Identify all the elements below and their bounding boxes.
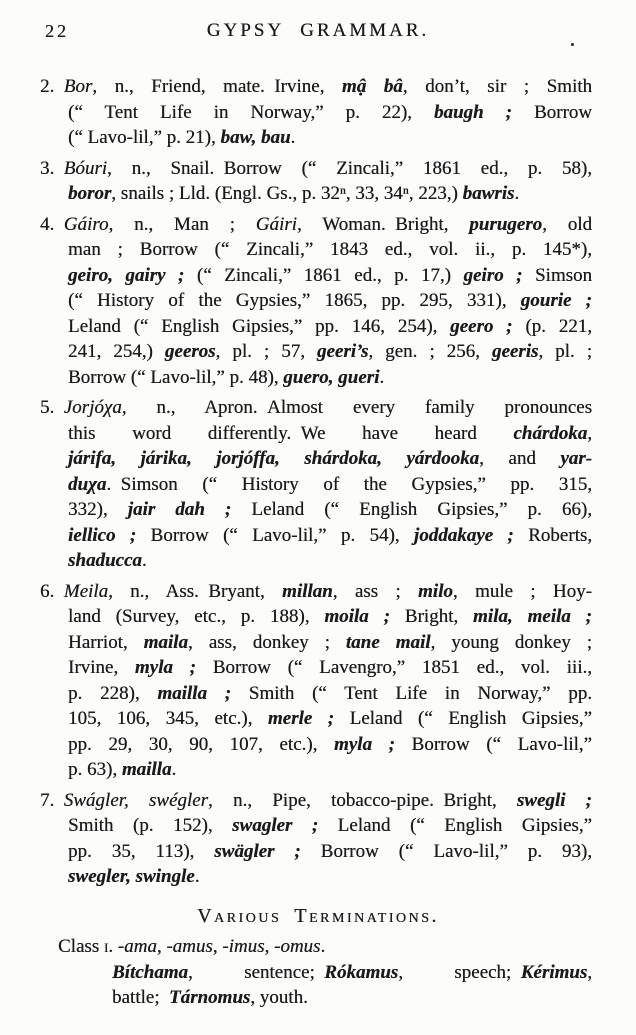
text-segment: Bítchama xyxy=(112,961,189,983)
text-segment: , young donkey ; xyxy=(430,631,592,653)
text-segment: p. 228), xyxy=(68,682,158,704)
text-segment: bawris xyxy=(462,183,515,204)
text-segment: battle; xyxy=(112,987,169,1008)
entry-number: 7. xyxy=(40,789,64,811)
entry-number: 6. xyxy=(40,580,64,602)
text-segment: , old xyxy=(542,213,592,235)
entry-number: 3. xyxy=(40,157,64,179)
entry-line xyxy=(68,125,592,151)
text-segment: tane mail xyxy=(345,631,431,653)
text-segment: moila ; xyxy=(324,606,390,627)
class-line xyxy=(58,934,592,960)
text-segment: , n., Pipe, tobacco-pipe. Bright, xyxy=(208,789,517,811)
text-segment: iellico ; xyxy=(68,524,137,546)
text-segment: man ; Borrow (“ Zincali,” 1843 ed., vol. ii., p. 145*), xyxy=(68,239,592,260)
text-segment: , pl. ; 57, xyxy=(215,341,317,362)
text-segment: mailla xyxy=(121,759,172,780)
text-segment: mailla ; xyxy=(157,682,232,704)
text-segment: , don’t, sir ; Smith xyxy=(402,76,592,97)
text-segment: Rókamus xyxy=(324,961,399,983)
text-segment: p. 63), xyxy=(68,759,122,780)
text-segment: baw, bau xyxy=(220,127,291,148)
ink-speck-artifact xyxy=(571,43,574,46)
text-segment: (p. 221, xyxy=(512,315,592,337)
text-segment: land (Survey, etc., p. 188), xyxy=(68,606,325,627)
text-segment: Class xyxy=(58,936,104,957)
text-segment: Leland (“ English Gipsies,” xyxy=(334,708,592,729)
example-line xyxy=(112,985,592,1011)
text-segment: Borrow xyxy=(511,101,592,123)
text-segment: . xyxy=(290,127,296,148)
entry-line xyxy=(68,237,592,263)
entry-line xyxy=(68,314,592,340)
text-segment: Bright, xyxy=(389,606,474,627)
dictionary-entry xyxy=(40,156,592,207)
text-segment: mila, meila ; xyxy=(473,606,592,627)
text-segment: maila xyxy=(143,631,188,653)
text-segment: Borrow (“ Lavengro,” 1851 ed., vol. iii., xyxy=(195,657,592,678)
text-segment: járifa, járika, jorjóffa, shárdoka, yárdooka xyxy=(68,448,480,469)
text-segment: Leland (“ English Gipsies,” pp. 146, 254), xyxy=(68,315,451,337)
entry-number: 2. xyxy=(40,76,64,97)
entry-line xyxy=(68,864,592,890)
text-segment: pp. 29, 30, 90, 107, etc.), xyxy=(68,733,334,755)
entry-line xyxy=(68,446,592,472)
entry-line xyxy=(68,706,592,732)
entry-line xyxy=(68,604,592,630)
text-segment: (“ Lavo-lil,” p. 21), xyxy=(68,127,221,148)
text-segment: yar- xyxy=(560,448,592,469)
page-header xyxy=(0,0,636,48)
text-segment: i. xyxy=(103,936,118,957)
text-segment: , n., Man ; xyxy=(108,213,256,235)
example-line xyxy=(112,960,592,986)
text-segment: Roberts, xyxy=(513,524,592,546)
text-segment: mậ bâ xyxy=(341,76,403,97)
text-segment: geiro ; xyxy=(463,264,523,286)
text-segment: pp. 35, 113), xyxy=(68,840,215,862)
terminations-section xyxy=(58,904,592,1011)
dictionary-entry xyxy=(40,788,593,890)
text-segment: 332), xyxy=(68,499,128,520)
dictionary-entry xyxy=(40,579,592,783)
text-segment: , pl. ; xyxy=(538,341,592,362)
entry-line xyxy=(40,788,593,814)
text-segment: jair dah ; xyxy=(127,499,232,520)
dictionary-entry xyxy=(40,212,593,391)
text-segment: purugero xyxy=(469,213,543,235)
text-segment: geero ; xyxy=(450,315,513,337)
text-segment: . xyxy=(171,759,177,780)
entry-line xyxy=(68,813,592,839)
text-segment: Kérimus xyxy=(520,961,588,983)
page-title: GYPSY GRAMMAR. xyxy=(206,20,430,41)
text-segment: swegli ; xyxy=(516,789,593,811)
text-segment: Smith (p. 152), xyxy=(68,815,233,836)
text-segment: geiro, gairy ; xyxy=(68,264,185,286)
entry-line xyxy=(68,288,592,314)
text-segment: Bor xyxy=(63,76,93,97)
text-segment: , xyxy=(587,422,592,444)
dictionary-entry xyxy=(40,74,592,151)
entry-line xyxy=(40,212,592,238)
text-segment: , youth. xyxy=(250,987,308,1008)
entry-line xyxy=(68,263,592,289)
text-segment: boror xyxy=(68,183,112,204)
entry-line xyxy=(40,395,592,421)
text-segment: . xyxy=(320,936,326,957)
text-segment: Meila xyxy=(63,580,109,602)
text-segment: chárdoka xyxy=(513,422,588,444)
text-segment: duχa xyxy=(68,473,107,495)
text-segment: , and xyxy=(479,448,561,469)
text-segment: , xyxy=(587,961,592,983)
entry-line xyxy=(68,181,592,207)
text-segment: . xyxy=(379,366,385,388)
text-segment: milo xyxy=(418,580,453,602)
text-segment: Gáiri xyxy=(255,213,297,235)
text-segment: millan xyxy=(282,580,333,602)
text-segment: myla ; xyxy=(333,733,395,755)
text-segment: -ama, -amus, -imus, -omus xyxy=(117,936,321,957)
text-segment: Borrow (“ Lavo-lil,” p. 54), xyxy=(136,524,414,546)
text-segment: , sentence; xyxy=(188,961,325,983)
text-segment: geeri’s xyxy=(316,341,369,362)
text-segment: , ass, donkey ; xyxy=(187,631,346,653)
text-segment: , n., Ass. Bryant, xyxy=(108,580,283,602)
text-segment: Harriot, xyxy=(68,631,144,653)
entry-line xyxy=(68,548,592,574)
text-segment: Simson xyxy=(522,264,592,286)
dictionary-entry xyxy=(40,395,592,574)
text-segment: shaducca xyxy=(68,550,142,571)
entry-line xyxy=(68,339,592,365)
text-segment: this word differently. We have heard xyxy=(68,422,514,444)
page-content xyxy=(40,74,593,1011)
entry-line xyxy=(68,757,592,783)
entry-line xyxy=(68,681,592,707)
text-segment: Irvine, xyxy=(68,657,135,678)
text-segment: gourie ; xyxy=(520,290,593,311)
text-segment: Leland (“ English Gipsies,” p. 66), xyxy=(231,499,592,520)
text-segment: Leland (“ English Gipsies,” xyxy=(318,815,592,836)
entry-line xyxy=(68,497,592,523)
text-segment: 105, 106, 345, etc.), xyxy=(68,708,268,729)
text-segment: Tárnomus xyxy=(168,987,251,1008)
page-number: 22 xyxy=(45,21,69,41)
text-segment: . Simson (“ History of the Gypsies,” pp. 315, xyxy=(106,473,592,495)
entry-line xyxy=(68,630,592,656)
text-segment: Borrow (“ Lavo-lil,” xyxy=(394,733,592,755)
text-segment: myla ; xyxy=(134,657,196,678)
entry-number: 5. xyxy=(40,397,64,418)
text-segment: swagler ; xyxy=(232,815,319,836)
entry-number: 4. xyxy=(40,213,64,235)
entry-line xyxy=(68,421,592,447)
text-segment: merle ; xyxy=(267,708,335,729)
text-segment: , n., Friend, mate. Irvine, xyxy=(92,76,342,97)
text-segment: Swágler, swégler xyxy=(63,789,209,811)
entry-line xyxy=(68,839,592,865)
text-segment: Jorjóχa xyxy=(63,397,122,418)
text-segment: , snails ; Lld. (Engl. Gs., p. 32ⁿ, 33, 34ⁿ, 223,) xyxy=(111,183,463,204)
entry-line xyxy=(68,655,592,681)
text-segment: , speech; xyxy=(398,961,521,983)
entry-line xyxy=(68,100,592,126)
text-segment: geeris xyxy=(491,341,539,362)
text-segment: , ass ; xyxy=(332,580,419,602)
text-segment: . xyxy=(141,550,147,571)
text-segment: , n., Apron. Almost every family pronounces xyxy=(121,397,592,418)
text-segment: (“ Zincali,” 1861 ed., p. 17,) xyxy=(184,264,464,286)
text-segment: Borrow (“ Lavo-lil,” p. 48), xyxy=(68,366,284,388)
text-segment: guero, gueri xyxy=(283,366,380,388)
entry-line xyxy=(68,523,592,549)
text-segment: swägler ; xyxy=(214,840,301,862)
section-heading: Various Terminations. xyxy=(197,904,439,927)
text-segment: (“ Tent Life in Norway,” p. 22), xyxy=(68,101,434,123)
entry-line xyxy=(40,156,592,182)
text-segment: , Woman. Bright, xyxy=(296,213,470,235)
text-segment: Borrow (“ Lavo-lil,” p. 93), xyxy=(300,840,593,862)
text-segment: geeros xyxy=(164,341,216,362)
text-segment: (“ History of the Gypsies,” 1865, pp. 295, 331), xyxy=(68,290,521,311)
entry-line xyxy=(40,579,592,605)
text-segment: , mule ; Hoy- xyxy=(452,580,592,602)
text-segment: Gáiro xyxy=(63,213,109,235)
text-segment: , gen. ; 256, xyxy=(368,341,492,362)
text-segment: 241, 254,) xyxy=(68,341,165,362)
text-segment: Bóuri xyxy=(63,157,108,179)
text-segment: joddakaye ; xyxy=(413,524,514,546)
entry-line xyxy=(68,472,592,498)
text-segment: baugh ; xyxy=(433,101,512,123)
entry-line xyxy=(68,732,592,758)
text-segment: Smith (“ Tent Life in Norway,” pp. xyxy=(231,682,592,704)
text-segment: . xyxy=(194,866,200,887)
entries xyxy=(40,74,593,890)
example-lines xyxy=(112,960,592,1011)
text-segment: swegler, swingle xyxy=(68,866,195,887)
entry-line xyxy=(68,365,592,391)
entry-line xyxy=(40,74,592,100)
text-segment: , n., Snail. Borrow (“ Zincali,” 1861 ed., p. 58), xyxy=(107,157,592,179)
text-segment: . xyxy=(514,183,520,204)
